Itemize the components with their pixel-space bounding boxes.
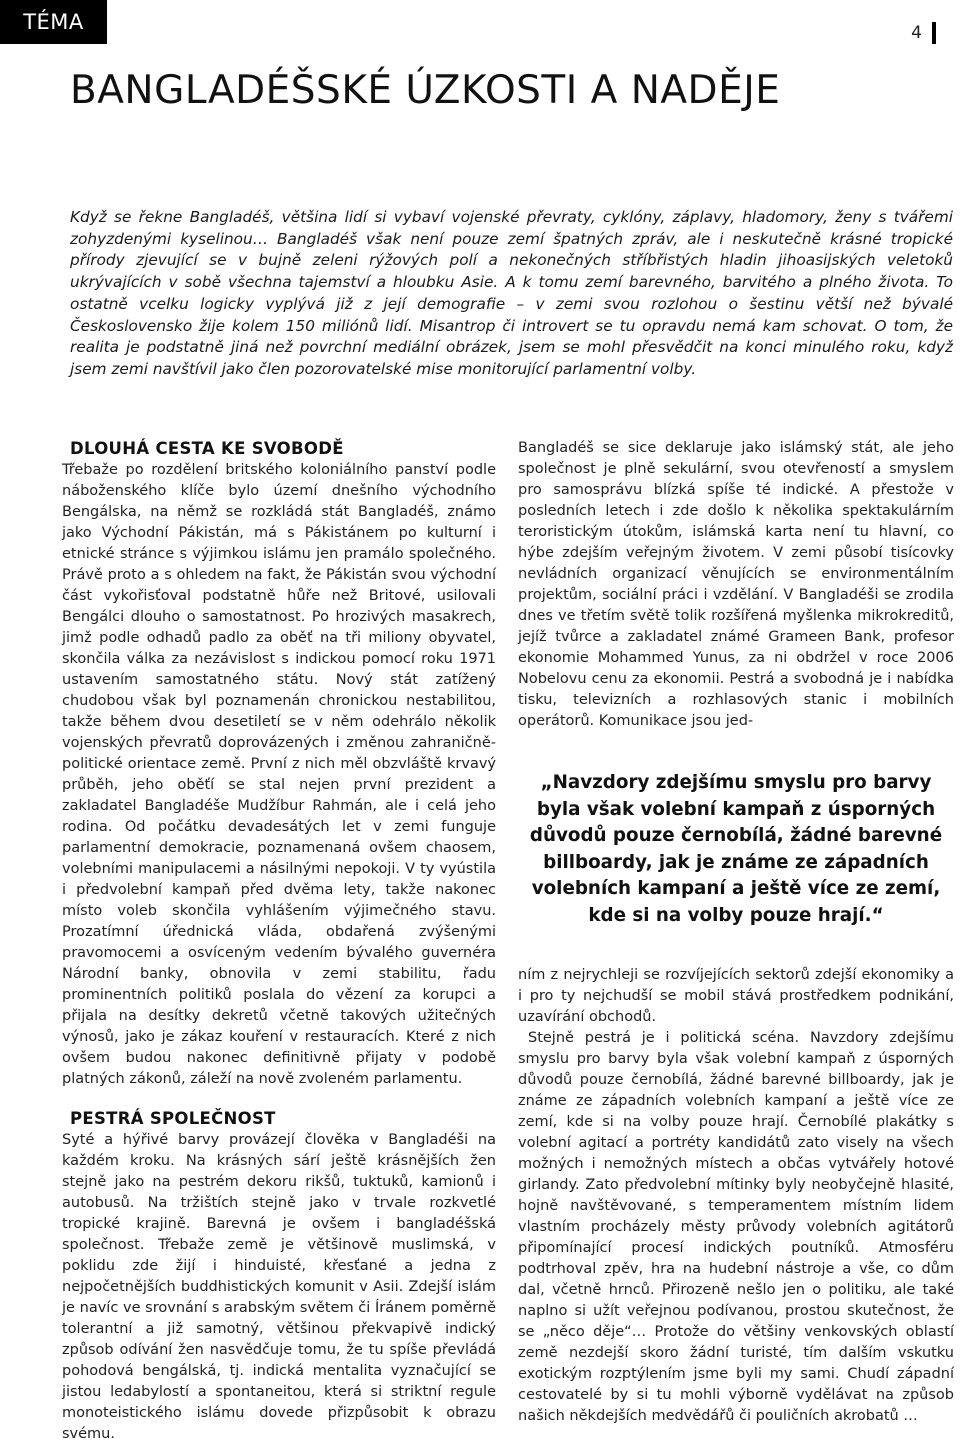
article-lead: Když se řekne Bangladéš, většina lidí si vybaví vojenské převraty, cyklóny, záplavy, hladomory, ženy s tvářemi zohyzdenými kyselinou… Bangladéš však není pouze zemí špatných zpráv, ale i neskutečně krásné tropické přírody zjevující se v bujně zeleni rýžových polí a nekonečných stříbřistých hladin jihoasijských veletoků ukrývajících v sobě všechna tajemství a hloubku Asie. A k tomu zemí barevného, barvitého a plného života. To ostatně vcelku logicky vyplývá již z její demografie – v zemi svou rozlohou o šestinu větší než bývalé Československo žije kolem 150 miliónů lidí. Misantrop či introvert se tu opravdu nemá kam schovat. O tom, že realita je podstatně jiná než povrchní mediální obrázek, jsem se mohl přesvědčit na konci minulého roku, když jsem zemi navštívil jako člen pozorovatelské mise monitorující parlamentní volby. [70, 208, 953, 378]
section-heading-freedom: DLOUHÁ CESTA KE SVOBODĚ [70, 439, 344, 458]
article-title: BANGLADÉŠSKÉ ÚZKOSTI A NADĚJE [70, 68, 781, 113]
body-paragraph: Bangladéš se sice deklaruje jako islámský stát, ale jeho společnost je plně sekulární, svou otevřeností a smyslem pro samosprávu blízká spíše té indické. A přestože v posledních letech i zde došlo k několika spektakulárním teroristickým útokům, islámská karta není tu hlavní, co hýbe zdejším veřejným životem. V zemi působí tisícovky nevládních organizací věnujících se environmentálním projektům, sociální práci i vzdělání. V Bangladéši se zrodila dnes ve třetím světě tolik rozšířená myšlenka mikrokreditů, jejíž tvůrce a zakladatel známé Grameen Bank, profesor ekonomie Mohammed Yunus, za ni obdržel v roce 2006 Nobelovu cenu za ekonomii. Pestrá a svobodná je i nabídka tisku, televizních a rozhlasových stanic i mobilních operátorů. Komunikace jsou jed- [518, 440, 954, 729]
section-tag: TÉMA [0, 0, 107, 44]
body-paragraph: Stejně pestrá je i politická scéna. Navzdory zdejšímu smyslu pro barvy byla však volební kampaň z úsporných důvodů pouze černobílá, žádné barevné billboardy, jak je známe ze západních volebních kampaní a ještě více ze zemí, kde si na volby pouze hrají. Černobílé plakátky s volební agitací a portréty kandidátů zato visely na všech možných i nemožných místech a občas vytvářely hotové girlandy. Zato předvolební mítinky byly neobyčejně hlasité, hojně navštěvované, s temperamentem místním lidem vlastním procházely městy průvody volebních agitátorů připomínající procesí indických poutníků. Atmosféru podtrhoval zpěv, hra na hudební nástroje a vše, co dům dal, včetně hrnců. Přirozeně nešlo jen o politiku, ale také naplno si užít veřejnou podívanou, prostou skutečnost, že se „něco děje“… Protože do většiny venkovských oblastí země nezdejší skoro žádní turisté, tím dalším vskutku exotickým rozptýlením jsme byli my sami. Chudí západní cestovatelé by si tu mohli výborně vydělávat na způsob našich někdejších medvědářů či pouličních akrobatů … [518, 1030, 954, 1424]
pull-quote: „Navzdory zdejšímu smyslu pro barvy byla však volební kampaň z úsporných důvodů pouze černobílá, žádné barevné billboardy, jak je známe ze západních volebních kampaní a ještě více ze zemí, kde si na volby pouze hrají.“ [529, 772, 943, 926]
body-paragraph: ním z nejrychleji se rozvíjejících sektorů zdejší ekonomiky a i pro ty nejchudší se mobil stává prostředkem podnikání, uzavírání obchodů. [518, 967, 954, 1025]
left-column [62, 438, 496, 1445]
body-paragraph: Třebaže po rozdělení britského koloniálního panství podle náboženského klíče bylo území dnešního východního Bengálska, na němž se rozkládá stát Bangladéš, známo jako Východní Pákistán, má s Pákistánem po kulturní i etnické stránce s výjimkou islámu jen pramálo společného. Právě proto a s ohledem na fakt, že Pákistán svou východní část vykořisťoval podstatně hůře než Britové, usilovali Bengálci dlouho o samostatnost. Po hrozivých masakrech, jimž podle odhadů padlo za oběť na tři miliony obyvatel, skončila válka za nezávislost s indickou pomocí roku 1971 ustavením samostatného státu. Nový stát zatížený chudobou však byl poznamenán chronickou nestabilitou, takže během dvou desetiletí se v něm odehrálo několik vojenských převratů doprovázených i změnou zahraničně-politické orientace země. První z nich měl obzvláště krvavý průběh, jeho oběťí se stal nejen první prezident a zakladatel Bangladéše Mudžíbur Rahmán, ale i celá jeho rodina. Od počátku devadesátých let v zemi funguje parlamentní demokracie, poznamenaná ovšem chaosem, volebními manipulacemi a násilnými nepokoji. V ty vyústila i předvolební kampaň před dvěma lety, takže nakonec místo voleb skončila vyhlášením výjimečného stavu. Prozatímní úřednická vláda, obdařená zvýšenými pravomocemi a osvíceným vedením bývalého guvernéra Národní banky, obnovila v zemi stabilitu, řadu prominentních politiků poslala do vězení za korupci a přijala na desítky dekretů včetně takových užitečných výnosů, jako je zákaz kouření v restauracích. Které z nich ovšem budou nakonec definitivně přijaty v podobě platných zákonů, záleží na nově zvoleném parlamentu. [62, 462, 496, 1087]
section-heading-society: PESTRÁ SPOLEČNOST [70, 1109, 276, 1128]
page-number: 4 [911, 22, 936, 44]
right-column [518, 438, 954, 1427]
body-paragraph: Syté a hýřivé barvy provázejí člověka v Bangladéši na každém kroku. Na krásných sárí ještě krásnějších žen stejně jako na pestrém dekoru rikšů, tuktuků, kamionů i autobusů. Na tržištích stejně jako v trvale rozkvetlé tropické krajině. Barevná je ovšem i bangladéšská společnost. Třebaže země je většinově muslimská, v poklidu zde žijí i hinduisté, křesťané a jedna z nejpočetnějších buddhistických komunit v Asii. Zdejší islám je navíc ve srovnání s arabským světem či Íránem poměrně tolerantní a již samotný, většinou překvapivě indický způsob odívání žen nasvědčuje tomu, že tu spíše převládá pohodová bengálská, tj. indická mentalita vyznačující se jistou ledabylostí a spontaneitou, která si striktní regule monoteistického islámu dovede přizpůsobit k obrazu svému. [62, 1132, 496, 1442]
